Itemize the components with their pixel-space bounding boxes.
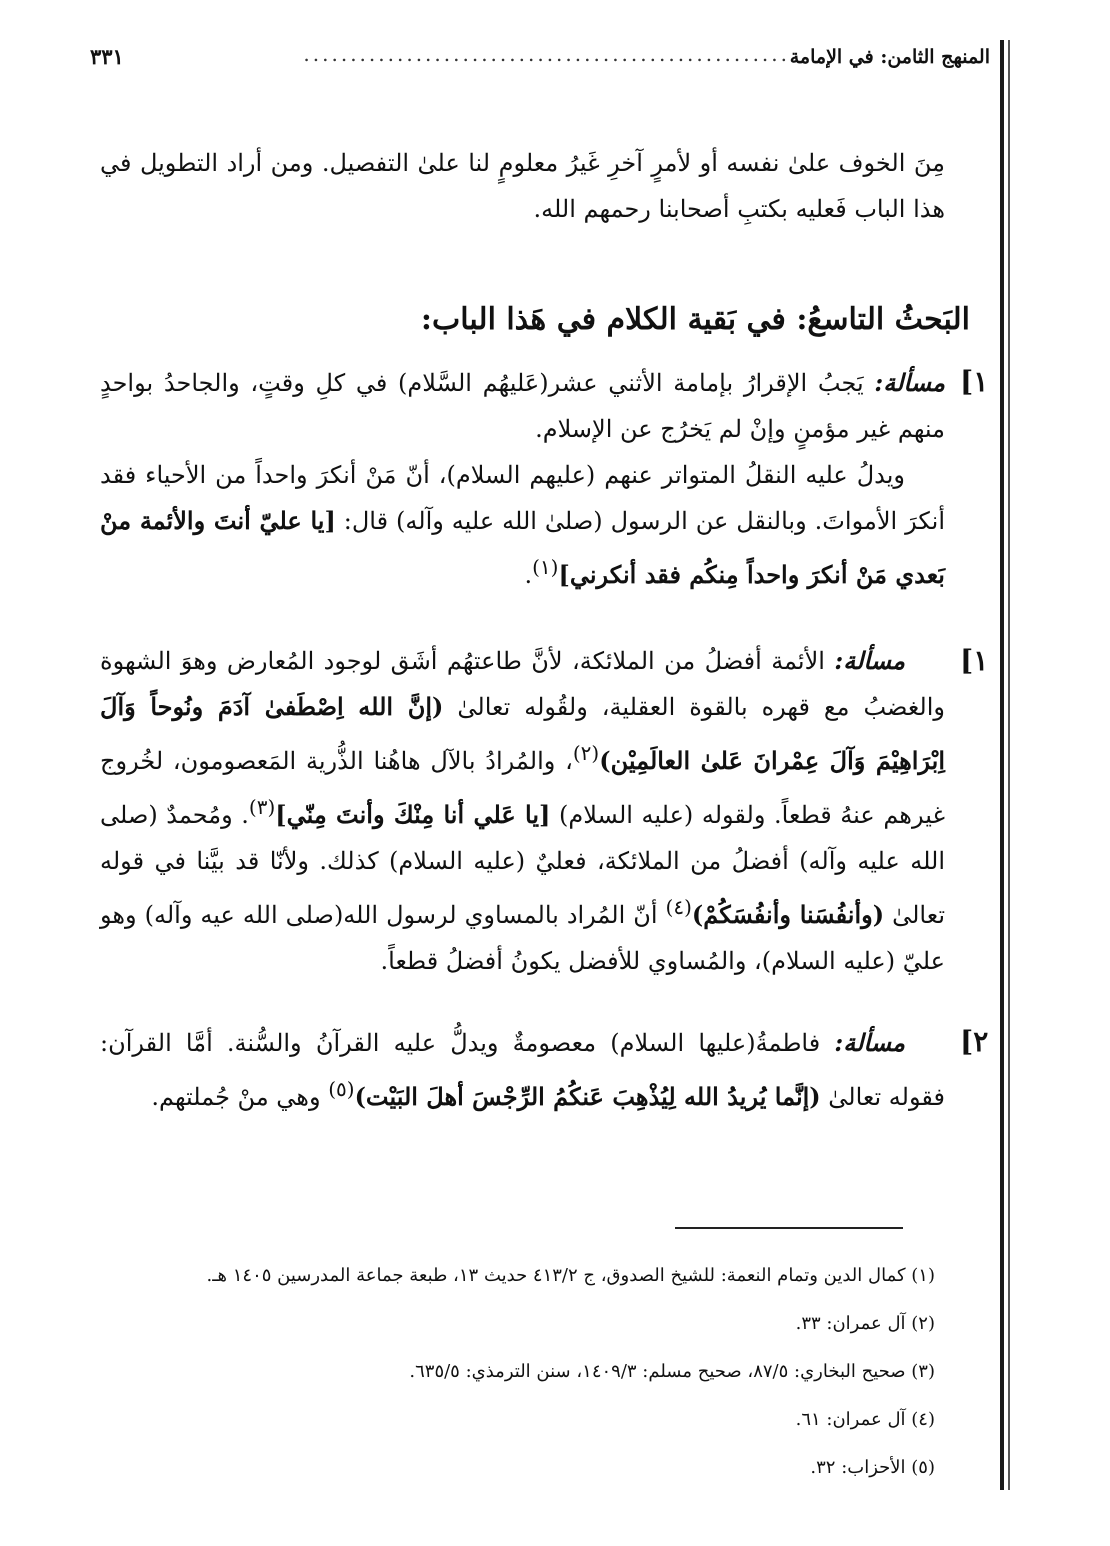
footnote-ref-1: (١) [532,555,559,579]
intro-paragraph [100,140,945,232]
issue-3-text-2: وهي منْ جُملتهم. [151,1083,329,1111]
footnote-item: (٢) آل عمران: ٣٣. [795,1313,935,1334]
footnote-ref-5: (٥) [328,1077,355,1101]
footnote-item: (١) كمال الدين وتمام النعمة: للشيخ الصدوق، ج ٤١٣/٢ حديث ١٣، طبعة جماعة المدرسين ١٤٠٥ هـ. [206,1265,935,1286]
issue-2-quran-quote-1: (إنَّ الله اِصْطَفىٰ آدَمَ ونُوحاً وَآلَ اِبْرَاهِيْمَ وَآلَ عِمْرانَ عَلىٰ العالَمِيْن) [100,692,945,775]
issue-1-hadith-quote: [يا عليّ أنتَ والأئمة منْ بَعدي مَنْ أنكرَ واحداً مِنكُم فقد أنكرني] [100,506,945,589]
footnote-item: (٥) الأحزاب: ٣٢. [810,1457,935,1478]
issue-3-paragraph [100,1020,945,1120]
footnotes [120,1252,935,1492]
footnote-ref-4: (٤) [665,895,692,919]
issue-2-text-4: أنّ المُراد بالمساوي لرسول الله(صلى الله عيه وآله) وهو عليّ (عليه السلام)، والمُساوي للأفضل يكونُ أفضلُ قطعاً. [100,901,945,975]
issue-1-paragraph [100,360,945,452]
margin-mark-1: [١ [960,365,989,398]
margin-mark-3: [٢ [960,1025,989,1058]
issue-2-quran-quote-2: (وأنفُسَنا وأنفُسَكُمْ) [691,900,885,929]
footnote-ref-3: (٣) [248,795,276,819]
margin-rule [1000,40,1004,1490]
issue-2-hadith-quote: [يا عَلي أنا مِنْكَ وأنتَ مِنّي] [275,800,551,829]
issue-1-text: يَجبُ الإقرارُ بإمامة الأثني عشر(عَليهُم السَّلام) في كلِ وقتٍ، والجاحدُ بواحدٍ منهم غير مؤمنٍ وإنْ لم يَخرُج عن الإسلام. [100,369,945,443]
footnote-separator [675,1227,903,1229]
issue-3-quran-quote: (إنَّما يُريدُ الله لِيُذْهِبَ عَنكُمُ الرِّجْسَ أهلَ البَيْت) [354,1082,821,1111]
intro-text: مِنَ الخوف علىٰ نفسه أو لأمرٍ آخرِ غَيرُ معلومٍ لنا علىٰ التفصيل. ومن أراد التطويل في هذا الباب فَعليه بكتبِ أصحابنا رحمهم الله. [100,149,945,223]
issue-2-paragraph [100,638,945,984]
margin-mark-2: [١ [960,644,989,677]
issue-2-text: الأئمة أفضلُ من الملائكة، لأنَّ طاعتهُم أشَق لوجود المُعارض وهوَ الشهوة والغضبُ مع قهره بالقوة العقلية، ولقُوله تعالىٰ [100,647,945,721]
footnote-item: (٤) آل عمران: ٦١. [795,1409,935,1430]
footnote-ref-2: (٢) [572,741,600,765]
issue-2-text-3: . ومُحمدٌ (صلى الله عليه وآله) أفضلُ من الملائكة، فعليٌ (عليه السلام) كذلك. ولأنّا قد بيَّنا في قوله تعالىٰ [100,801,945,929]
issue-1-label: مسألة: [874,368,945,397]
footnote-item: (٣) صحيح البخاري: ٨٧/٥، صحيح مسلم: ١٤٠٩/٣، سنن الترمذي: ٦٣٥/٥. [409,1361,935,1382]
issue-1-evidence-text: ويدلُ عليه النقلُ المتواتر عنهم (عليهم السلام)، أنّ مَنْ أنكرَ واحداً من الأحياء فقد أنكرَ الأمواتَ. وبالنقل عن الرسول (صلىٰ الله عليه وآله) قال: [100,461,945,535]
issue-1-end: . [524,561,533,589]
page-number: ٣٣١ [90,44,124,69]
header-title: المنهج الثامن: في الإمامة [789,46,990,68]
header-leader-dots: .................................................... [303,42,790,66]
issue-1-evidence [100,452,945,598]
issue-2-text-2: ، والمُرادُ بالآل هاهُنا الذُّرية المَعصومون، لخُروج غيرهم عنهُ قطعاً. ولقوله (عليه السلام) [100,747,945,829]
issue-3-label: مسألة: [834,1028,905,1057]
issue-2-label: مسألة: [834,646,906,675]
section-heading: البَحثُ التاسعُ: في بَقية الكلام في هَذا الباب: [420,302,970,337]
margin-rule-thin [1008,40,1010,1490]
issue-3-text: فاطمةُ(عليها السلام) معصومةٌ ويدلُّ عليه القرآنُ والسُّنة. أمَّا القرآن: فقوله تعالىٰ [100,1029,945,1111]
running-header [90,42,990,82]
